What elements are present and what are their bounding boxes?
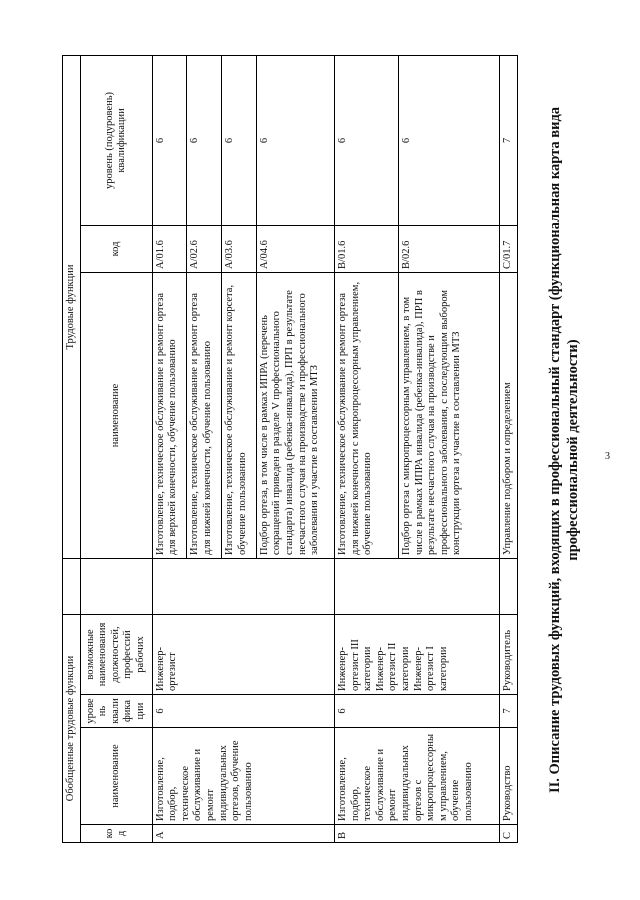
gtf-positions: Инженер-ортезист III категории Инженер-ортезист II категории Инженер-ортезист I категории: [335, 614, 500, 694]
gtf-code: C: [500, 825, 518, 843]
table-row: [335, 55, 399, 842]
tf-name: Изготовление, техническое обслуживание и ремонт ортеза для нижней конечности, обучение пользованию: [187, 272, 222, 558]
gtf-name: Руководство: [500, 728, 518, 825]
header-tf-code: код: [80, 225, 152, 272]
header-code: код: [80, 825, 152, 843]
header-level: уровень квалификации: [80, 695, 152, 728]
tf-name: Изготовление, техническое обслуживание и ремонт корсета, обучение пользованию: [222, 272, 257, 558]
gtf-level: 6: [152, 695, 335, 728]
title-line-1: II. Описание трудовых функций, входящих в профессиональный стандарт (функциональная карта вида: [547, 106, 563, 794]
tf-code: B/01.6: [335, 225, 399, 272]
gtf-positions: Руководитель: [500, 614, 518, 694]
tf-level: 6: [187, 55, 222, 225]
gtf-level: 7: [500, 695, 518, 728]
tf-name: Подбор ортеза, в том числе в рамках ИПРА (перечень сокращений приведен в разделе V профессионального стандарта) инвалида (ребенка-инвалида), ПРП в результате несчастного случая на производстве и профессионального заболевания и участие в составлении МТЗ: [256, 272, 334, 558]
gtf-positions: Инженер-ортезист: [152, 614, 335, 694]
header-row-2: [80, 55, 152, 842]
spacer-cell: [335, 558, 500, 614]
tf-code: C/01.7: [500, 225, 518, 272]
header-name: наименование: [80, 728, 152, 825]
functional-map-table: [62, 55, 518, 843]
tf-level: 7: [500, 55, 518, 225]
header-positions: возможные наименования должностей, профессий рабочих: [80, 614, 152, 694]
tf-level: 6: [256, 55, 334, 225]
tf-name: Изготовление, техническое обслуживание и ремонт ортеза для нижней конечности с микропроцессорным управлением, обучение пользованию: [335, 272, 399, 558]
table-row: [152, 55, 187, 842]
header-tf-name: наименование: [80, 272, 152, 558]
header-generalized: Обобщенные трудовые функции: [63, 614, 81, 842]
header-labor: Трудовые функции: [63, 55, 81, 558]
header-tf-level: уровень (подуровень) квалификации: [80, 55, 152, 225]
tf-name: Изготовление, техническое обслуживание и ремонт ортеза для верхней конечности, обучение пользованию: [152, 272, 187, 558]
title-line-2: профессиональной деятельности): [565, 339, 581, 561]
tf-code: A/04.6: [256, 225, 334, 272]
gtf-level: 6: [335, 695, 500, 728]
tf-level: 6: [398, 55, 499, 225]
spacer-cell: [500, 558, 518, 614]
spacer-cell: [152, 558, 335, 614]
tf-name: Управление подбором и определением: [500, 272, 518, 558]
tf-code: A/03.6: [222, 225, 257, 272]
table-row: [500, 55, 518, 842]
tf-code: B/02.6: [398, 225, 499, 272]
gtf-code: B: [335, 825, 500, 843]
gtf-name: Изготовление, подбор, техническое обслуживание и ремонт индивидуальных ортезов, обучение пользованию: [152, 728, 335, 825]
tf-code: A/02.6: [187, 225, 222, 272]
tf-level: 6: [222, 55, 257, 225]
tf-level: 6: [335, 55, 399, 225]
section-title: [546, 60, 582, 840]
header-spacer: [63, 558, 81, 614]
gtf-name: Изготовление, подбор, техническое обслуживание и ремонт индивидуальных ортезов с микропроцессорным управлением, обучение пользованию: [335, 728, 500, 825]
tf-name: Подбор ортеза с микропроцессорным управлением, в том числе в рамках ИПРА инвалида (ребенка-инвалида), ПРП в результате несчастного случая на производстве и профессионального заболевания, с последующим выбором конструкции ортеза и участие в составлении МТЗ: [398, 272, 499, 558]
page-number: 3: [605, 451, 610, 462]
tf-level: 6: [152, 55, 187, 225]
header-row-1: [63, 55, 81, 842]
gtf-code: A: [152, 825, 335, 843]
header-spacer-2: [80, 558, 152, 614]
tf-code: A/01.6: [152, 225, 187, 272]
